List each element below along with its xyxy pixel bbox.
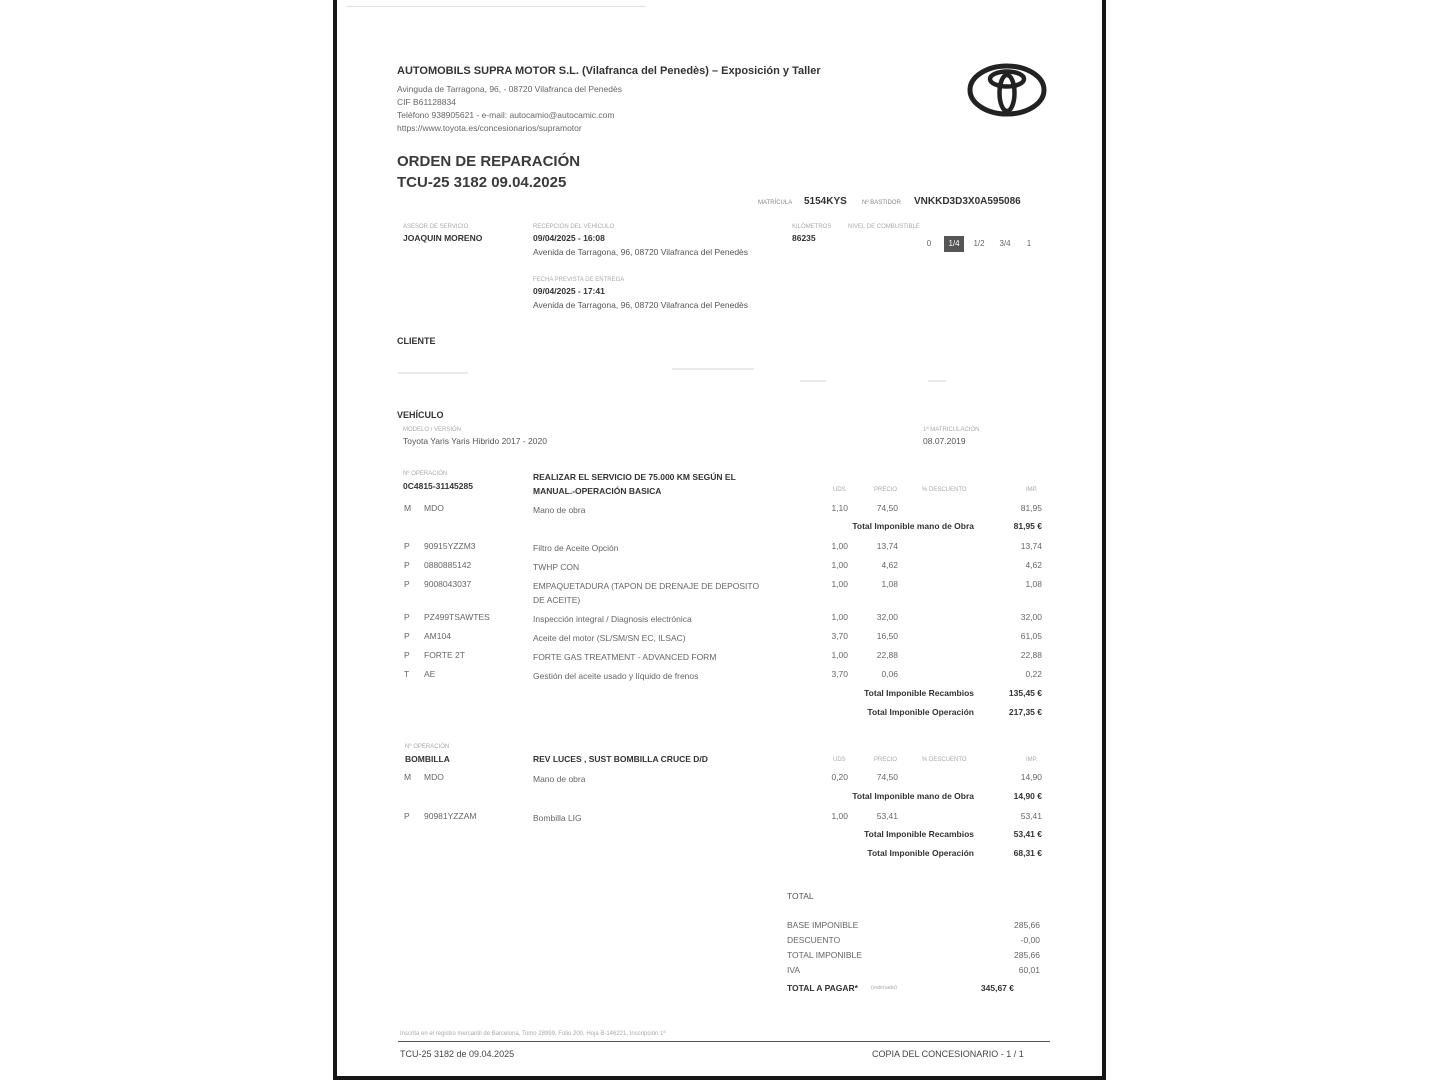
advisor-label: ASESOR DE SERVICIO	[403, 224, 469, 230]
op1-part-row	[400, 669, 1045, 683]
fuel-level-half: 1/2	[973, 239, 985, 248]
line-qty: 1,00	[831, 612, 848, 622]
client-redacted-2	[672, 368, 754, 370]
line-amount: 22,88	[1020, 650, 1042, 660]
op1-part-row	[400, 612, 1045, 626]
fuel-level-0: 0	[926, 239, 932, 248]
top-scan-line	[346, 6, 646, 7]
op1-col-discount: % DESCUENTO	[922, 487, 967, 493]
line-amount: 14,90	[1020, 772, 1042, 782]
totals-pay-note: (estimado)	[871, 985, 897, 991]
line-type: T	[404, 669, 410, 679]
totals-label: IVA	[787, 965, 801, 975]
op1-code-label: Nº OPERACIÓN	[403, 471, 448, 477]
line-desc: Mano de obra	[533, 505, 586, 515]
line-amount: 0,22	[1025, 669, 1042, 679]
line-price: 13,74	[876, 541, 898, 551]
line-code: 90981YZZAM	[424, 811, 477, 821]
line-type: P	[404, 811, 410, 821]
line-desc: EMPAQUETADURA (TAPON DE DRENAJE DE DEPOSITO DE ACEITE)	[533, 581, 760, 605]
subtotal-label: Total Imponible Operación	[867, 848, 974, 858]
line-amount: 32,00	[1020, 612, 1042, 622]
subtotal-label: Total Imponible mano de Obra	[852, 521, 974, 531]
op1-part-row	[400, 560, 1045, 574]
line-qty: 1,00	[831, 811, 848, 821]
totals-value: 285,66	[1014, 920, 1040, 930]
advisor-name: JOAQUIN MORENO	[403, 233, 483, 243]
client-redacted-4	[928, 380, 946, 382]
subtotal-value: 217,35 €	[1008, 707, 1042, 717]
op1-labor-row	[400, 503, 1045, 517]
vehicle-model: Toyota Yaris Yaris Hibrido 2017 - 2020	[403, 436, 547, 446]
entry-address: Avenida de Tarragona, 96, 08720 Vilafranca del Penedès	[533, 247, 749, 257]
op1-part-row	[400, 579, 1045, 607]
totals-pay-value: 345,67 €	[980, 983, 1014, 993]
totals-value: -0,00	[1020, 935, 1040, 945]
company-web: https://www.toyota.es/concesionarios/supramotor	[397, 123, 582, 133]
footer-copy-label: COPIA DEL CONCESIONARIO - 1 / 1	[872, 1049, 1024, 1059]
totals-label: TOTAL IMPONIBLE	[787, 950, 862, 960]
line-price: 22,88	[876, 650, 898, 660]
plate-label: MATRÍCULA	[758, 200, 793, 206]
op2-part-row	[400, 811, 1045, 825]
line-code: 9008043037	[424, 579, 472, 589]
delivery-label: FECHA PREVISTA DE ENTREGA	[533, 277, 625, 283]
line-desc: TWHP CON	[533, 562, 580, 572]
op2-code-label: Nº OPERACIÓN	[405, 744, 450, 750]
op1-part-row	[400, 541, 1045, 555]
line-code: 90915YZZM3	[424, 541, 476, 551]
client-heading: CLIENTE	[397, 336, 436, 346]
line-price: 32,00	[876, 612, 898, 622]
line-code: FORTE 2T	[424, 650, 465, 660]
subtotal-value: 14,90 €	[1013, 791, 1042, 801]
line-type: P	[404, 612, 410, 622]
subtotal-label: Total Imponible Recambios	[864, 688, 974, 698]
line-type: P	[404, 631, 410, 641]
totals-value: 285,66	[1014, 950, 1040, 960]
subtotal-label: Total Imponible Recambios	[864, 829, 974, 839]
op1-col-qty: UDS	[833, 487, 846, 493]
subtotal-value: 135,45 €	[1008, 688, 1042, 698]
line-price: 4,62	[881, 560, 898, 570]
op2-col-qty: UDS	[833, 757, 846, 763]
company-cif: CIF B61128834	[397, 97, 456, 107]
company-address: Avinguda de Tarragona, 96, - 08720 Vilafranca del Penedès	[397, 84, 622, 94]
subtotal-value: 53,41 €	[1013, 829, 1042, 839]
footer-document-ref: TCU-25 3182 de 09.04.2025	[400, 1049, 515, 1059]
footer-divider	[398, 1041, 1050, 1042]
fuel-level-full: 1	[1026, 239, 1032, 248]
line-type: P	[404, 541, 410, 551]
line-price: 1,08	[881, 579, 898, 589]
line-price: 53,41	[876, 811, 898, 821]
entry-datetime: 09/04/2025 - 16:08	[533, 233, 605, 243]
vehicle-model-label: MODELO / VERSIÓN	[403, 427, 462, 433]
line-qty: 1,10	[831, 503, 848, 513]
vin-label: Nº BASTIDOR	[862, 200, 901, 206]
op1-col-amount: IMP.	[1026, 487, 1038, 493]
line-price: 0,06	[881, 669, 898, 679]
km-label: KILÓMETROS	[792, 224, 832, 230]
company-name: AUTOMOBILS SUPRA MOTOR S.L. (Vilafranca del Penedès) – Exposición y Taller	[397, 65, 821, 77]
document-frame-bottom	[333, 1076, 1106, 1080]
line-qty: 3,70	[831, 669, 848, 679]
subtotal-value: 68,31 €	[1013, 848, 1042, 858]
footer-registry-note: Inscrita en el registro mercantil de Barcelona, Tomo 28999, Folio 200, Hoja B-146221, Inscripción 1ª	[400, 1031, 666, 1037]
line-qty: 1,00	[831, 560, 848, 570]
line-amount: 61,05	[1020, 631, 1042, 641]
line-qty: 1,00	[831, 541, 848, 551]
line-code: AE	[424, 669, 436, 679]
line-qty: 0,20	[831, 772, 848, 782]
line-type: M	[404, 503, 412, 513]
entry-label: RECEPCIÓN DEL VEHÍCULO	[533, 224, 615, 230]
line-desc: Mano de obra	[533, 774, 586, 784]
fuel-label: NIVEL DE COMBUSTIBLE	[848, 224, 920, 230]
line-qty: 1,00	[831, 579, 848, 589]
company-contact: Teléfono 938905621 - e-mail: autocamio@autocamic.com	[397, 110, 615, 120]
fuel-level-quarter: 1/4	[944, 236, 964, 252]
line-type: P	[404, 650, 410, 660]
registration-date: 08.07.2019	[923, 436, 966, 446]
totals-pay-label: TOTAL A PAGAR*	[787, 983, 858, 993]
delivery-address: Avenida de Tarragona, 96, 08720 Vilafranca del Penedès	[533, 300, 749, 310]
client-redacted-1	[398, 372, 468, 374]
line-desc: Bombilla LIG	[533, 813, 582, 823]
line-code: 0880885142	[424, 560, 472, 570]
op2-col-price: PRECIO	[874, 757, 898, 763]
line-type: P	[404, 560, 410, 570]
subtotal-value: 81,95 €	[1013, 521, 1042, 531]
line-amount: 13,74	[1020, 541, 1042, 551]
line-price: 16,50	[876, 631, 898, 641]
line-price: 74,50	[876, 503, 898, 513]
op2-title: REV LUCES , SUST BOMBILLA CRUCE D/D	[533, 754, 708, 764]
registration-date-label: 1ª MATRICULACIÓN	[923, 427, 980, 433]
op1-col-price: PRECIO	[874, 487, 898, 493]
plate-value: 5154KYS	[804, 196, 847, 207]
line-qty: 1,00	[831, 650, 848, 660]
document-number: TCU-25 3182 09.04.2025	[397, 174, 567, 191]
line-code: MDO	[424, 772, 444, 782]
line-price: 74,50	[876, 772, 898, 782]
line-type: M	[404, 772, 412, 782]
document-frame-right	[1102, 0, 1106, 1080]
op1-part-row	[400, 631, 1045, 645]
totals-label: BASE IMPONIBLE	[787, 920, 859, 930]
line-desc: Aceite del motor (SL/SM/SN EC, ILSAC)	[533, 633, 686, 643]
line-desc: FORTE GAS TREATMENT - ADVANCED FORM	[533, 652, 717, 662]
vehicle-heading: VEHÍCULO	[397, 410, 444, 420]
totals-value: 60,01	[1018, 965, 1040, 975]
vin-value: VNKKD3D3X0A595086	[914, 196, 1021, 207]
subtotal-label: Total Imponible Operación	[867, 707, 974, 717]
op2-col-discount: % DESCUENTO	[922, 757, 967, 763]
line-code: MDO	[424, 503, 444, 513]
line-amount: 4,62	[1025, 560, 1042, 570]
line-code: AM104	[424, 631, 451, 641]
delivery-datetime: 09/04/2025 - 17:41	[533, 286, 605, 296]
document-frame-left	[333, 0, 337, 1080]
line-qty: 3,70	[831, 631, 848, 641]
line-code: PZ499TSAWTES	[424, 612, 490, 622]
op2-col-amount: IMP.	[1026, 757, 1038, 763]
line-desc: Inspección integral / Diagnosis electrónica	[533, 614, 692, 624]
line-desc: Filtro de Aceite Opción	[533, 543, 619, 553]
totals-heading: TOTAL	[787, 891, 814, 901]
totals-label: DESCUENTO	[787, 935, 841, 945]
toyota-logo-icon	[966, 62, 1048, 118]
op1-code: 0C4815-31145285	[403, 481, 473, 491]
line-amount: 1,08	[1025, 579, 1042, 589]
line-amount: 81,95	[1020, 503, 1042, 513]
line-type: P	[404, 579, 410, 589]
op1-title: REALIZAR EL SERVICIO DE 75.000 KM SEGÚN EL MANUAL.-OPERACIÓN BASICA	[533, 472, 736, 496]
km-value: 86235	[792, 233, 816, 243]
op2-code: BOMBILLA	[405, 754, 450, 764]
op2-labor-row	[400, 772, 1045, 786]
line-desc: Gestión del aceite usado y líquido de frenos	[533, 671, 699, 681]
fuel-level-three-quarter: 3/4	[999, 239, 1011, 248]
op1-part-row	[400, 650, 1045, 664]
subtotal-label: Total Imponible mano de Obra	[852, 791, 974, 801]
client-redacted-3	[800, 380, 826, 382]
document-title: ORDEN DE REPARACIÓN	[397, 153, 581, 170]
line-amount: 53,41	[1020, 811, 1042, 821]
